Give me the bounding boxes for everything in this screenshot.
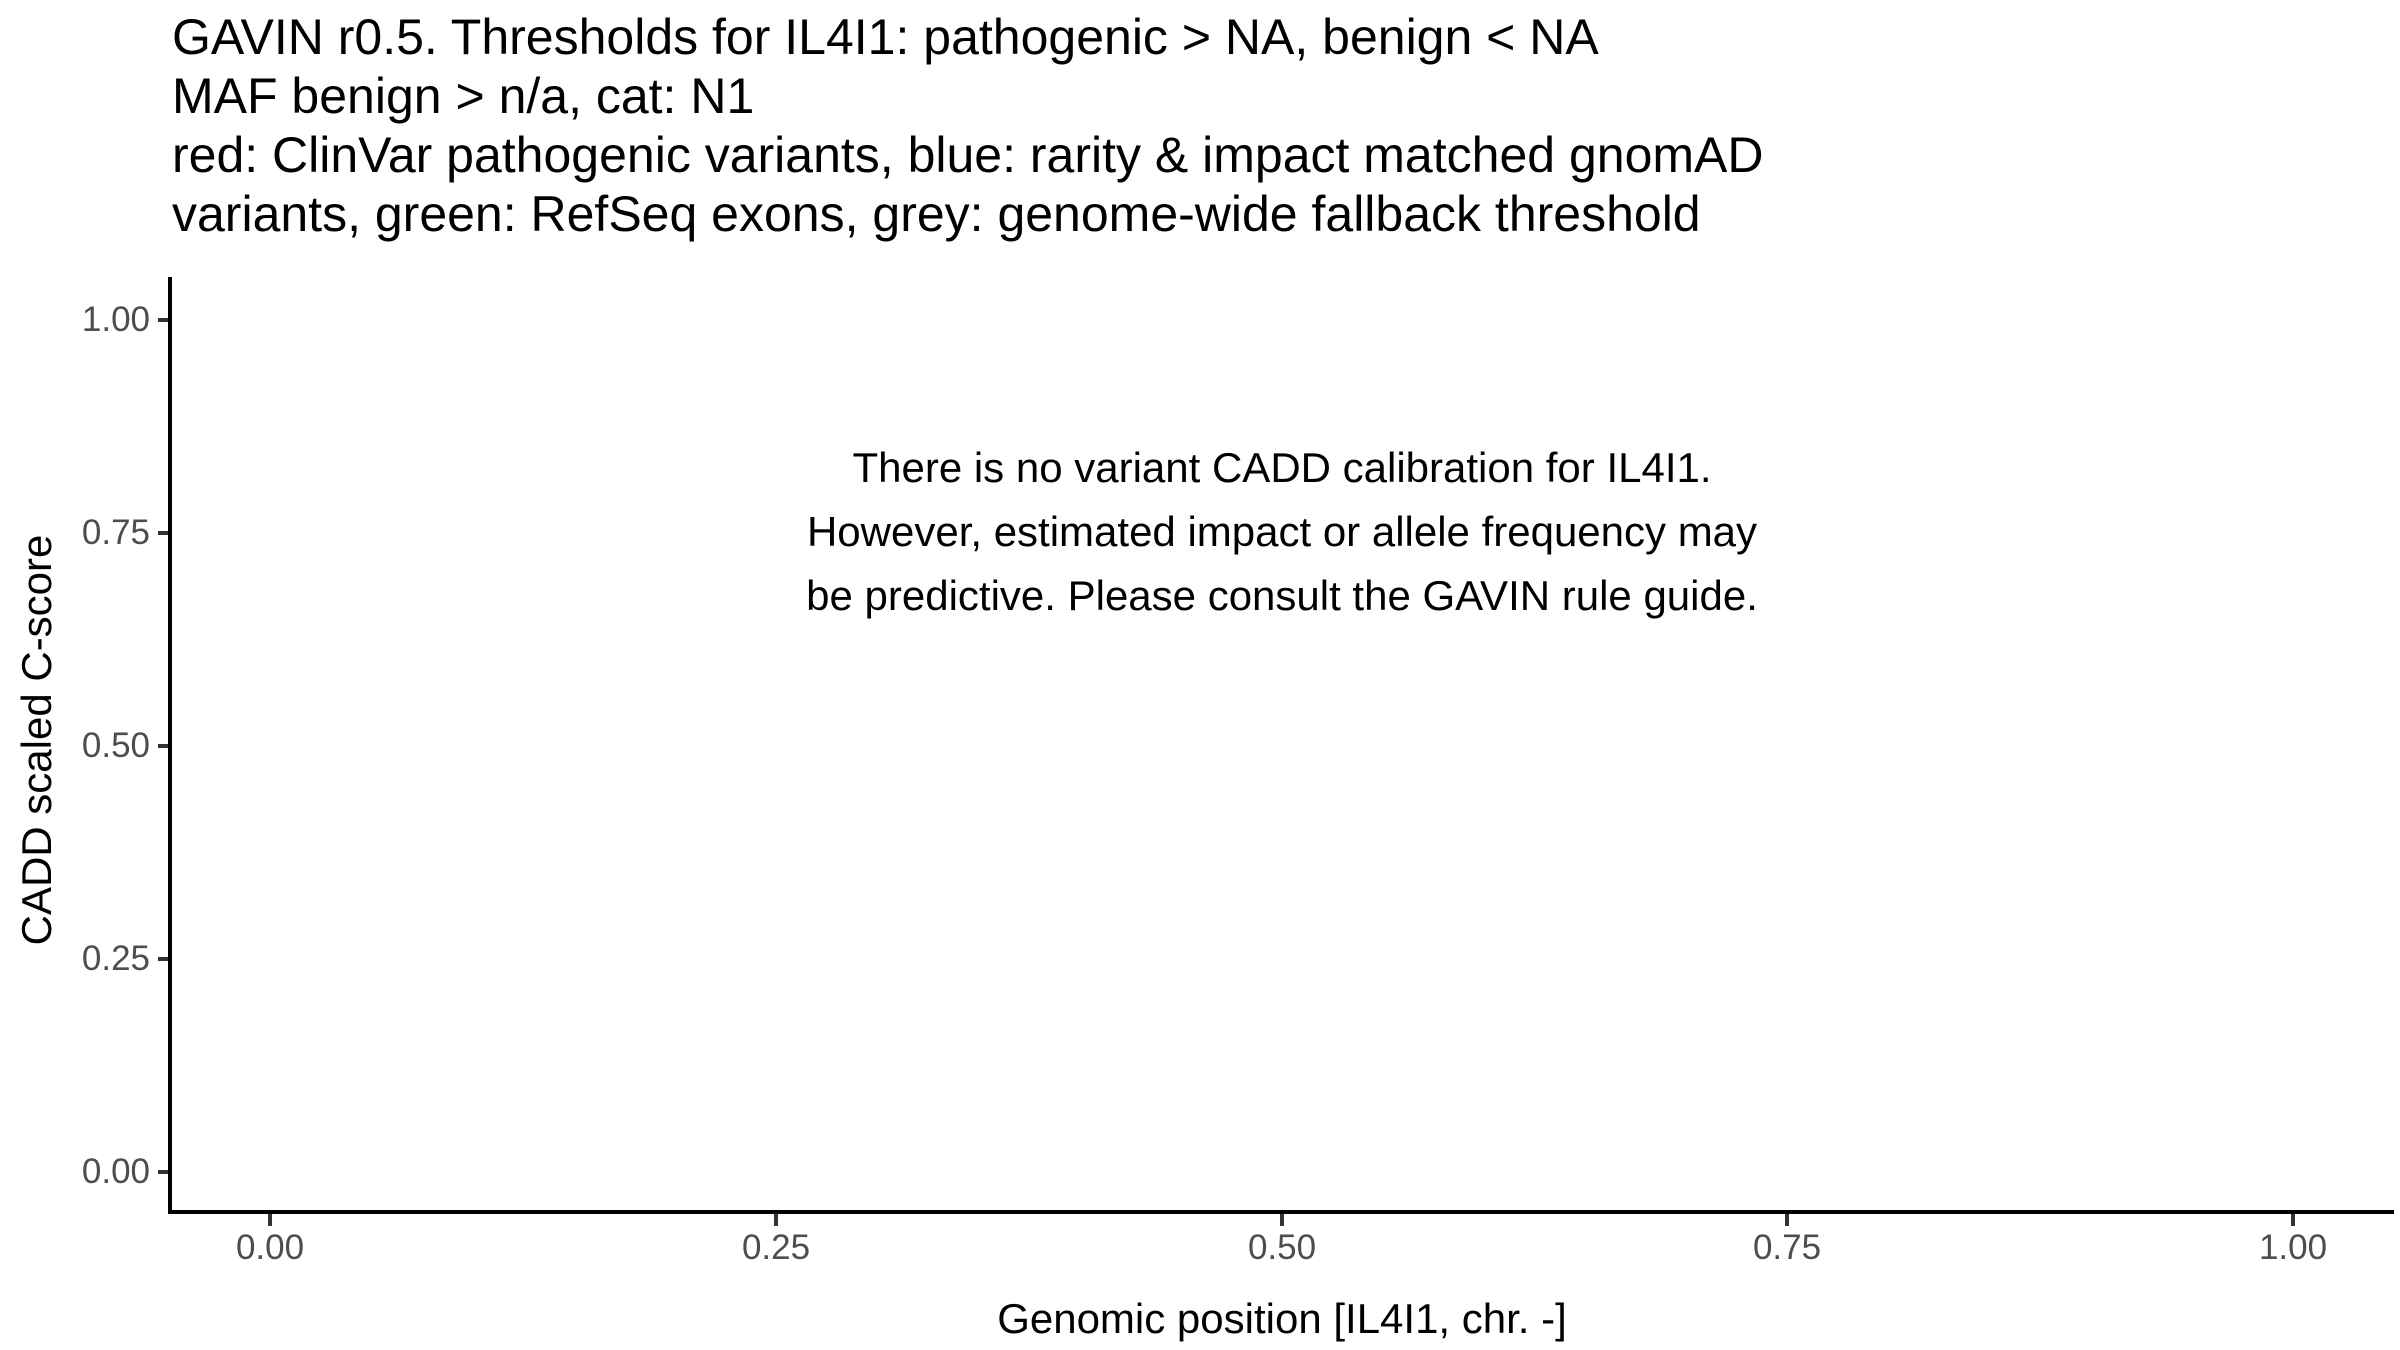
y-axis-title: CADD scaled C-score (13, 534, 60, 946)
x-tick-mark (2291, 1214, 2295, 1226)
annotation-line-3: be predictive. Please consult the GAVIN rule guide. (806, 572, 1758, 619)
annotation-line-2: However, estimated impact or allele frequency may (806, 508, 1758, 555)
y-tick-mark (158, 957, 168, 961)
annotation-line-1: There is no variant CADD calibration for IL4I1. (852, 444, 1712, 491)
plot-title-line-2: MAF benign > n/a, cat: N1 (172, 68, 755, 124)
x-tick-mark (1785, 1214, 1789, 1226)
plot-title-line-3: red: ClinVar pathogenic variants, blue: rarity & impact matched gnomAD (172, 127, 1764, 183)
y-tick-mark (158, 744, 168, 748)
y-tick-label: 1.00 (81, 300, 150, 339)
y-tick-label: 0.50 (81, 726, 150, 765)
y-tick-mark (158, 318, 168, 322)
x-tick-label: 0.00 (235, 1228, 305, 1267)
empty-plot-annotation (582, 436, 1982, 628)
plot-title-line-4: variants, green: RefSeq exons, grey: genome-wide fallback threshold (172, 186, 1701, 242)
plot-panel (168, 277, 2394, 1214)
plot-title-line-1: GAVIN r0.5. Thresholds for IL4I1: pathogenic > NA, benign < NA (172, 9, 1599, 65)
x-axis-title: Genomic position [IL4I1, chr. -] (997, 1295, 1567, 1342)
y-tick-label: 0.25 (81, 939, 150, 978)
y-tick-mark (158, 531, 168, 535)
x-tick-label: 1.00 (2258, 1228, 2328, 1267)
x-tick-label: 0.50 (1247, 1228, 1317, 1267)
y-tick-mark (158, 1170, 168, 1174)
x-tick-label: 0.25 (741, 1228, 811, 1267)
plot-title (172, 8, 1763, 244)
y-tick-label: 0.00 (81, 1152, 150, 1191)
x-tick-mark (268, 1214, 272, 1226)
y-tick-label: 0.75 (81, 513, 150, 552)
x-tick-label: 0.75 (1752, 1228, 1822, 1267)
x-tick-mark (1280, 1214, 1284, 1226)
x-tick-mark (774, 1214, 778, 1226)
